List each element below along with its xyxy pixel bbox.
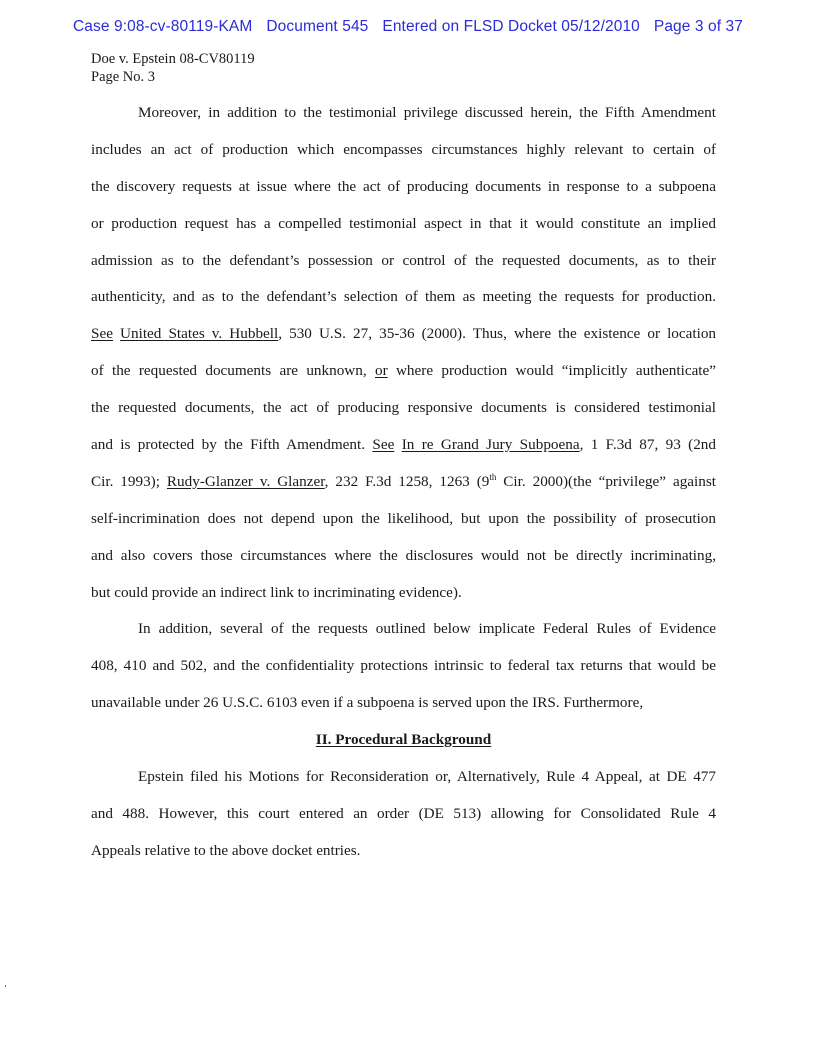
heading-text: II. Procedural Background (315, 731, 492, 749)
stamp-case-number: Case 9:08-cv-80119-KAM (72, 18, 253, 35)
text-line: includes an act of production which encompasses circumstances highly relevant to certain of (91, 140, 716, 158)
document-body (91, 99, 716, 874)
paragraph-procedural-background (91, 763, 716, 874)
ordinal-superscript: th (489, 471, 497, 482)
text-line: and also covers those circumstances where the disclosures would not be directly incriminating, (91, 546, 716, 564)
text-line: self-incrimination does not depend upon the likelihood, but upon the possibility of prosecution (91, 509, 716, 527)
text-line: admission as to the defendant’s possession or control of the requested documents, as to their (91, 251, 716, 269)
text-span: where production would “implicitly authenticate” (395, 362, 717, 380)
text-line: unavailable under 26 U.S.C. 6103 even if a subpoena is served upon the IRS. Furthermore, (91, 694, 644, 712)
page-caption (91, 50, 255, 86)
emphasis-or: or (374, 362, 388, 380)
text-line: the discovery requests at issue where the act of producing documents in response to a subpoena (91, 177, 716, 195)
text-line: Appeals relative to the above docket entries. (91, 841, 361, 859)
case-name: Doe v. Epstein 08-CV80119 (91, 51, 255, 67)
text-span: and is protected by the Fifth Amendment. (91, 436, 366, 454)
text-line: Epstein filed his Motions for Reconsideration or, Alternatively, Rule 4 Appeal, at DE 477 (138, 768, 716, 786)
text-line (91, 468, 716, 505)
paragraph-rules-of-evidence (91, 615, 716, 726)
scan-artifact (5, 985, 6, 987)
section-heading (91, 726, 716, 763)
case-citation: In re Grand Jury Subpoena (401, 436, 580, 454)
text-line: or production request has a compelled testimonial aspect in that it would constitute an implied (91, 214, 716, 232)
text-line: In addition, several of the requests outlined below implicate Federal Rules of Evidence (138, 620, 716, 638)
page-number: Page No. 3 (91, 69, 156, 85)
text-line: authenticity, and as to the defendant’s selection of them as meeting the requests for production. (91, 288, 716, 306)
stamp-page-count: Page 3 of 37 (653, 18, 743, 35)
text-line (91, 431, 716, 468)
citation-text: , 1 F.3d 87, 93 (2nd (579, 436, 716, 454)
text-line: and 488. However, this court entered an order (DE 513) allowing for Consolidated Rule 4 (91, 804, 716, 822)
text-line: 408, 410 and 502, and the confidentiality protections intrinsic to federal tax returns that would be (91, 657, 716, 675)
paragraph-fifth-amendment (91, 99, 716, 615)
citation-text: , 232 F.3d 1258, 1263 (9 (324, 472, 490, 490)
signal-see: See (91, 325, 113, 343)
case-citation: Rudy-Glanzer v. Glanzer (166, 472, 325, 490)
text-line: but could provide an indirect link to incriminating evidence). (91, 583, 462, 601)
citation-text: Cir. 2000)(the “privilege” against (496, 472, 716, 490)
case-citation: United States v. Hubbell (120, 325, 279, 343)
text-line (91, 357, 716, 394)
text-line (91, 320, 716, 357)
docket-stamp (0, 18, 816, 36)
signal-see: See (372, 436, 395, 454)
text-span: of the requested documents are unknown, (91, 362, 367, 380)
text-line: Moreover, in addition to the testimonial privilege discussed herein, the Fifth Amendment (138, 104, 716, 121)
text-span: Cir. 1993); (91, 472, 160, 490)
stamp-document-number: Document 545 (266, 18, 369, 35)
stamp-entered-date: Entered on FLSD Docket 05/12/2010 (382, 18, 640, 35)
citation-text: , 530 U.S. 27, 35-36 (2000). Thus, where the existence or location (278, 325, 717, 343)
text-line: the requested documents, the act of producing responsive documents is considered testimonial (91, 399, 716, 417)
